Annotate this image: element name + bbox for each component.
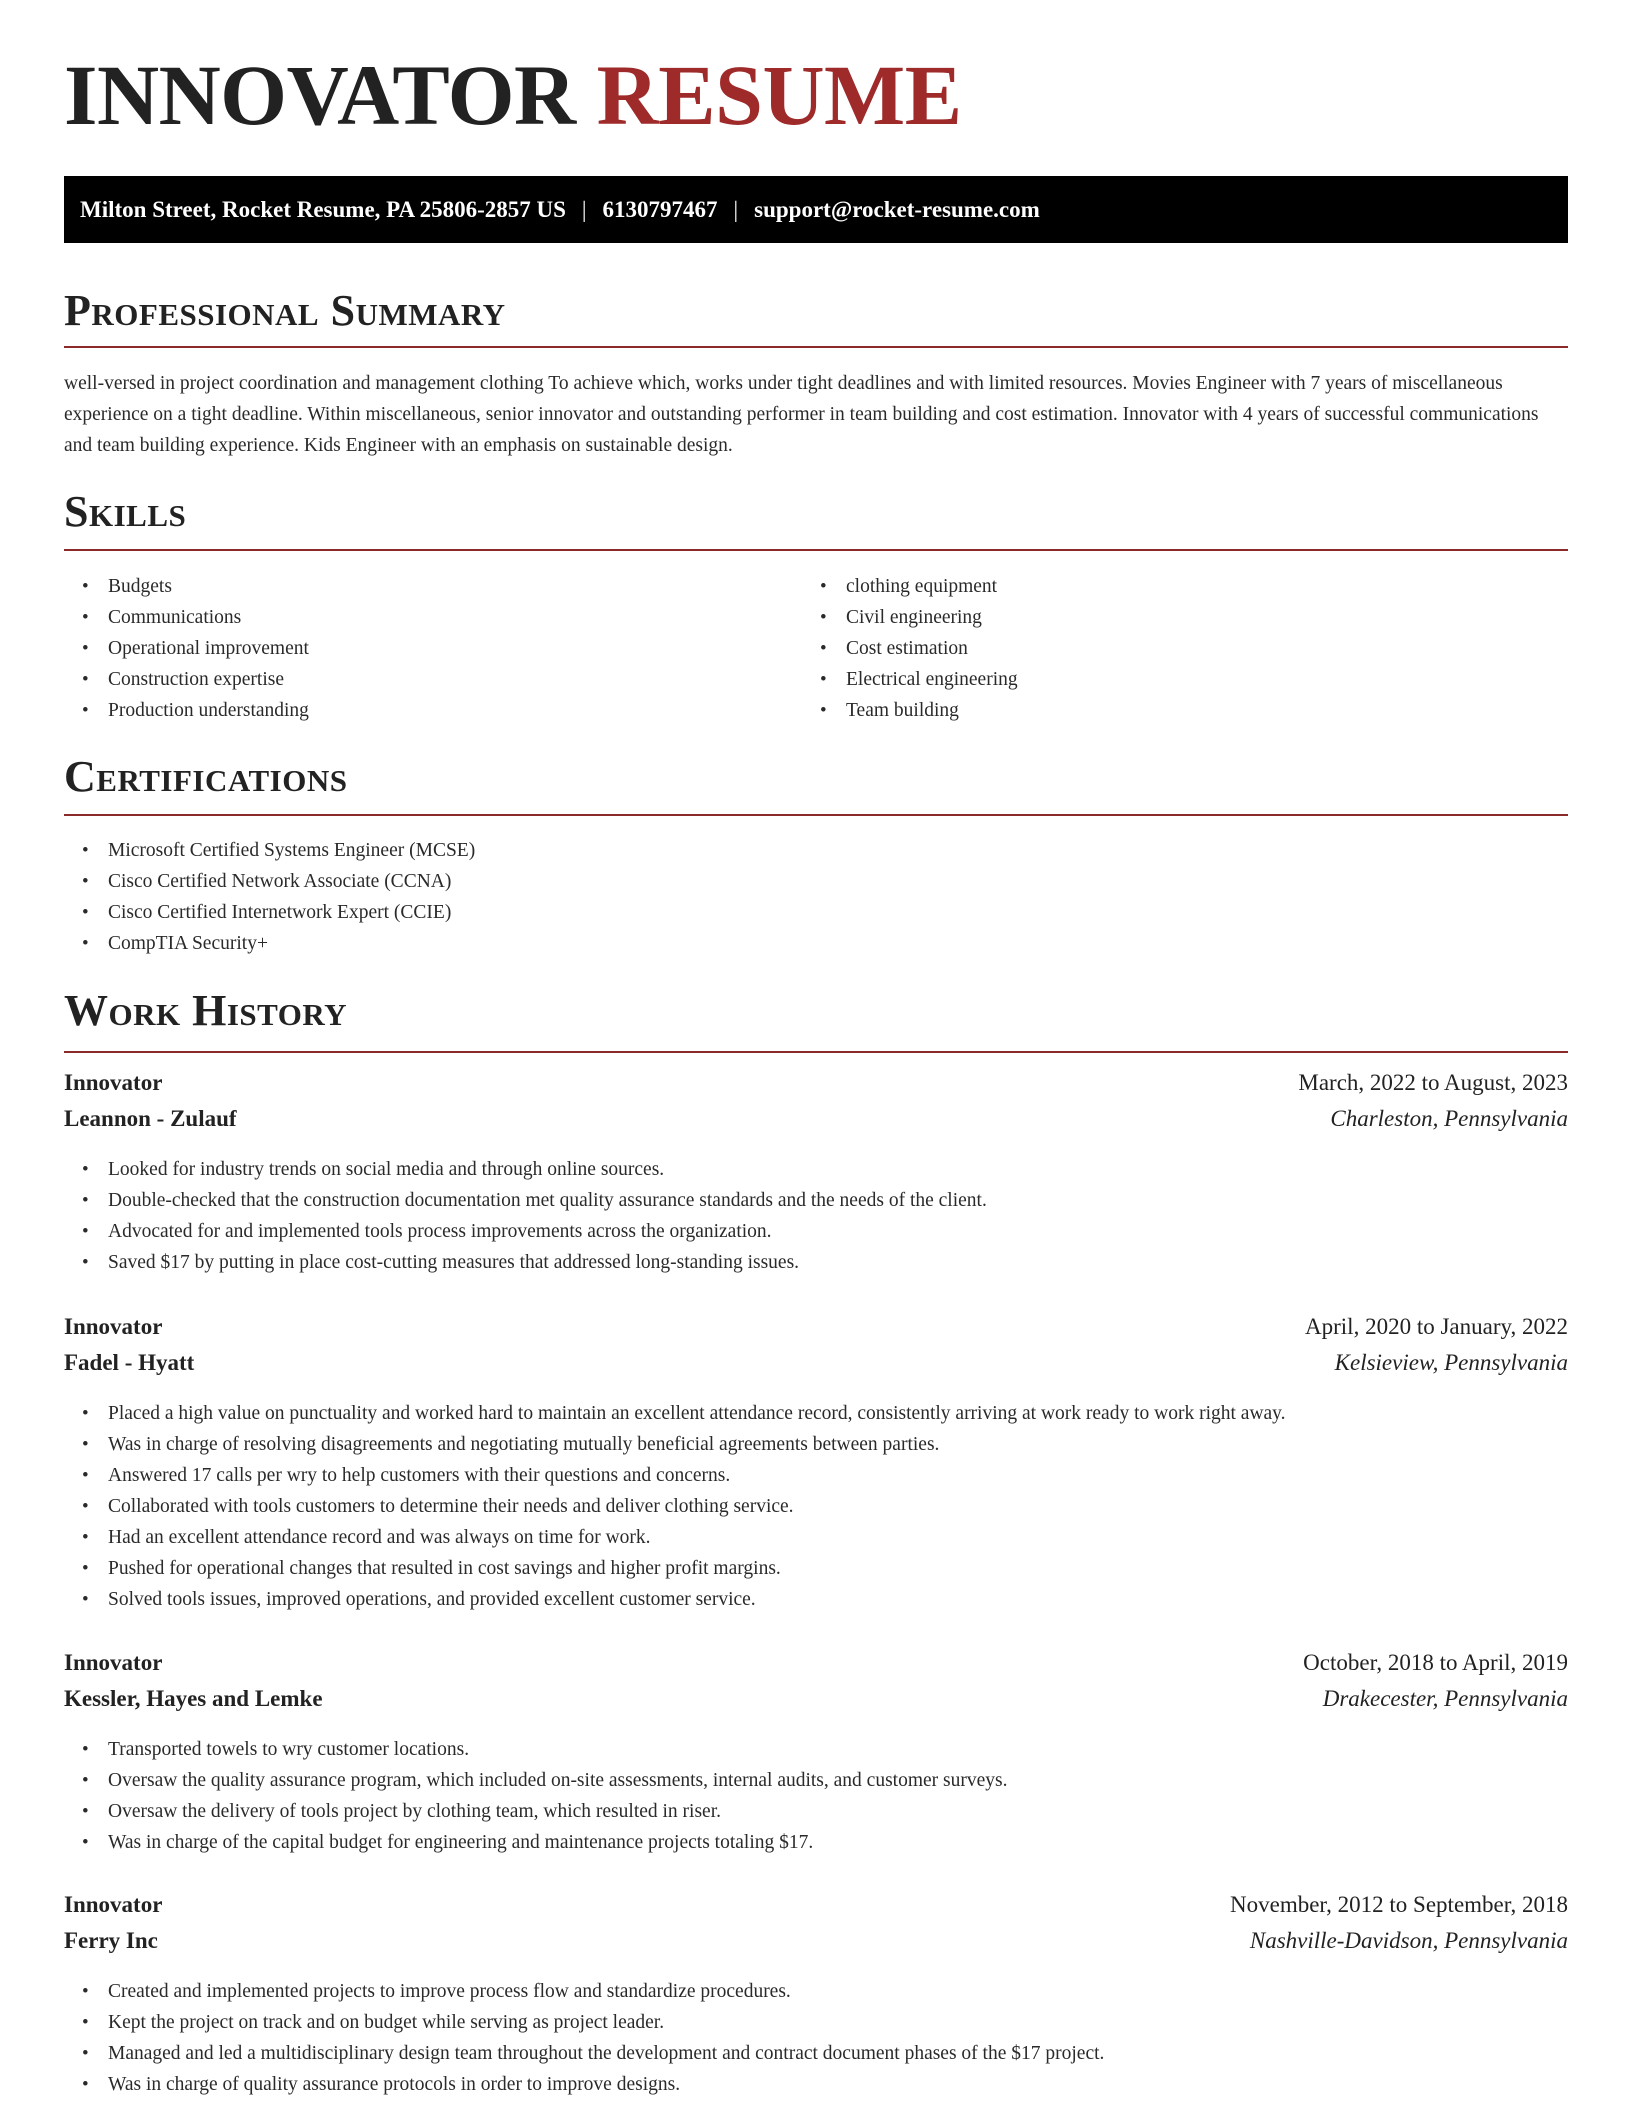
- list-item: • Budgets: [64, 571, 764, 602]
- contact-phone[interactable]: 6130797467: [602, 196, 718, 222]
- contact-separator: |: [733, 196, 739, 222]
- job-dates: April, 2020 to January, 2022: [1305, 1314, 1568, 1339]
- list-item: • Double-checked that the construction documentation met quality assurance standards and the needs of the client.: [64, 1185, 1568, 1216]
- contact-separator: |: [581, 196, 587, 222]
- job-title: Innovator: [64, 1650, 163, 1675]
- list-item: • Cisco Certified Network Associate (CCNA): [64, 866, 1568, 897]
- list-item: • Pushed for operational changes that resulted in cost savings and higher profit margins.: [64, 1553, 1568, 1584]
- list-item: • Created and implemented projects to improve process flow and standardize procedures.: [64, 1976, 1568, 2007]
- job-company: Leannon - Zulauf: [64, 1106, 237, 1131]
- list-item: • Placed a high value on punctuality and worked hard to maintain an excellent attendance record, consistently arriving at work ready to work right away.: [64, 1398, 1568, 1429]
- summary-section-header: [64, 286, 1568, 335]
- list-item: • Cost estimation: [802, 633, 1502, 664]
- list-item: • Microsoft Certified Systems Engineer (MCSE): [64, 835, 1568, 866]
- list-item: • Operational improvement: [64, 633, 764, 664]
- job-title: Innovator: [64, 1892, 163, 1917]
- certifications-section-header: [64, 752, 1568, 801]
- contact-bar: [64, 176, 1568, 243]
- job-location: Charleston, Pennsylvania: [1330, 1106, 1568, 1131]
- job-entry: [64, 1314, 1568, 1615]
- work-heading: Work History: [64, 986, 348, 1035]
- section-divider: [64, 814, 1568, 816]
- list-item: • Oversaw the delivery of tools project by clothing team, which resulted in riser.: [64, 1796, 1568, 1827]
- list-item: • CompTIA Security+: [64, 928, 1568, 959]
- summary-text: well-versed in project coordination and management clothing To achieve which, works under tight deadlines and with limited resources. Movies Engineer with 7 years of miscellaneous experience on a tight deadline. Within miscellaneous, senior innovator and outstanding performer in team building and cost estimation. Innovator with 4 years of successful communications and team building experience. Kids Engineer with an emphasis on sustainable design.: [64, 373, 1539, 456]
- list-item: • Saved $17 by putting in place cost-cutting measures that addressed long-standing issues.: [64, 1247, 1568, 1278]
- job-bullets: [64, 1154, 1568, 1278]
- list-item: • Was in charge of resolving disagreements and negotiating mutually beneficial agreements between parties.: [64, 1429, 1568, 1460]
- job-dates: March, 2022 to August, 2023: [1298, 1070, 1568, 1095]
- section-divider: [64, 346, 1568, 348]
- list-item: • Electrical engineering: [802, 664, 1502, 695]
- title-main: INNOVATOR: [64, 47, 576, 143]
- skills-list-right: [802, 571, 1502, 726]
- title-accent: RESUME: [596, 47, 962, 143]
- contact-address: Milton Street, Rocket Resume, PA 25806-2857 US: [80, 196, 566, 222]
- list-item: • Managed and led a multidisciplinary design team throughout the development and contract document phases of the $17 project.: [64, 2038, 1568, 2069]
- contact-email[interactable]: support@rocket-resume.com: [754, 196, 1040, 222]
- list-item: • Communications: [64, 602, 764, 633]
- job-location: Kelsieview, Pennsylvania: [1334, 1350, 1568, 1375]
- list-item: • Looked for industry trends on social media and through online sources.: [64, 1154, 1568, 1185]
- job-entry: [64, 1070, 1568, 1278]
- job-company: Ferry Inc: [64, 1928, 158, 1953]
- list-item: • clothing equipment: [802, 571, 1502, 602]
- job-dates: November, 2012 to September, 2018: [1230, 1892, 1568, 1917]
- job-entry: [64, 1650, 1568, 1858]
- list-item: • Kept the project on track and on budget while serving as project leader.: [64, 2007, 1568, 2038]
- resume-title: [64, 47, 962, 143]
- skills-list-left: [64, 571, 764, 726]
- list-item: • Cisco Certified Internetwork Expert (CCIE): [64, 897, 1568, 928]
- job-company: Kessler, Hayes and Lemke: [64, 1686, 323, 1711]
- job-entry: [64, 1892, 1568, 2100]
- job-bullets: [64, 1976, 1568, 2100]
- section-divider: [64, 1051, 1568, 1053]
- list-item: • Construction expertise: [64, 664, 764, 695]
- list-item: • Had an excellent attendance record and was always on time for work.: [64, 1522, 1568, 1553]
- job-bullets: [64, 1734, 1568, 1858]
- list-item: • Solved tools issues, improved operations, and provided excellent customer service.: [64, 1584, 1568, 1615]
- certifications-list: [64, 835, 1568, 959]
- skills-section-header: [64, 487, 1568, 536]
- job-company: Fadel - Hyatt: [64, 1350, 195, 1375]
- work-section-header: [64, 986, 1568, 1035]
- job-dates: October, 2018 to April, 2019: [1303, 1650, 1568, 1675]
- list-item: • Advocated for and implemented tools process improvements across the organization.: [64, 1216, 1568, 1247]
- list-item: • Answered 17 calls per wry to help customers with their questions and concerns.: [64, 1460, 1568, 1491]
- job-location: Drakecester, Pennsylvania: [1322, 1686, 1568, 1711]
- skills-heading: Skills: [64, 487, 187, 536]
- job-bullets: [64, 1398, 1568, 1615]
- job-title: Innovator: [64, 1314, 163, 1339]
- list-item: • Production understanding: [64, 695, 764, 726]
- list-item: • Was in charge of the capital budget for engineering and maintenance projects totaling $17.: [64, 1827, 1568, 1858]
- list-item: • Was in charge of quality assurance protocols in order to improve designs.: [64, 2069, 1568, 2100]
- section-divider: [64, 549, 1568, 551]
- summary-heading: Professional Summary: [64, 286, 506, 335]
- list-item: • Civil engineering: [802, 602, 1502, 633]
- certifications-heading: Certifications: [64, 752, 348, 801]
- list-item: • Team building: [802, 695, 1502, 726]
- job-location: Nashville-Davidson, Pennsylvania: [1249, 1928, 1568, 1953]
- job-title: Innovator: [64, 1070, 163, 1095]
- list-item: • Collaborated with tools customers to determine their needs and deliver clothing service.: [64, 1491, 1568, 1522]
- list-item: • Transported towels to wry customer locations.: [64, 1734, 1568, 1765]
- list-item: • Oversaw the quality assurance program, which included on-site assessments, internal audits, and customer surveys.: [64, 1765, 1568, 1796]
